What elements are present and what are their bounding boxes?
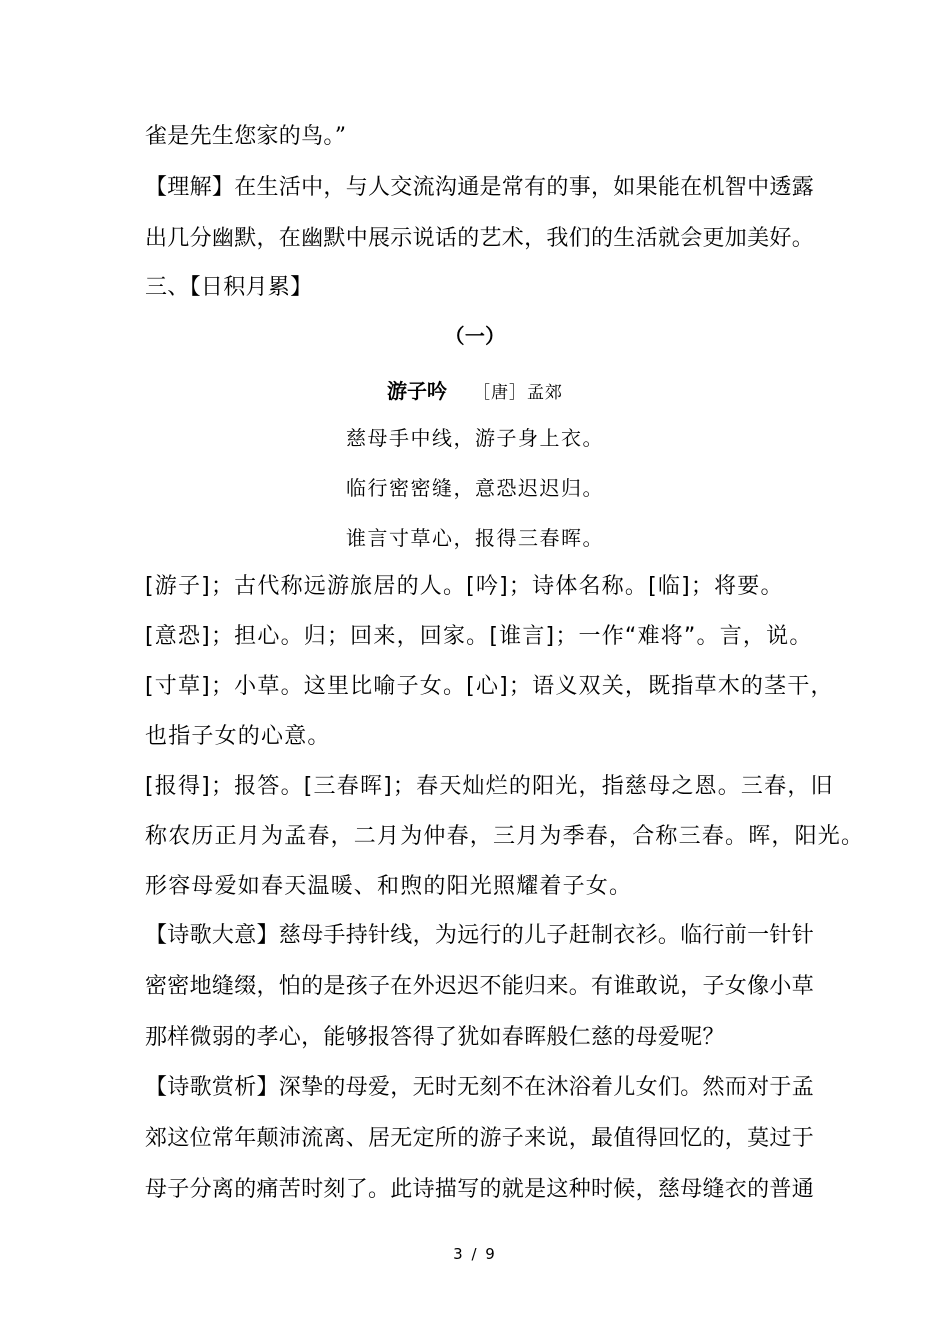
poem-author: ［唐］孟郊 (473, 383, 563, 403)
meaning-line: 那样微弱的孝心，能够报答得了犹如春晖般仁慈的母爱呢？ (145, 1025, 725, 1050)
note-line: [报得]；报答。[三春晖]；春天灿烂的阳光，指慈母之恩。三春，旧 (145, 774, 834, 799)
page-number: 3 / 9 (453, 1245, 497, 1263)
appreciation-line: 郊这位常年颠沛流离、居无定所的游子来说，最值得回忆的，莫过于 (145, 1126, 815, 1151)
note-line: [游子]；古代称远游旅居的人。[吟]；诗体名称。[临]；将要。 (145, 574, 784, 599)
poem-title: 游子吟 (387, 379, 447, 403)
text-line: 【理解】在生活中，与人交流沟通是常有的事，如果能在机智中透露 (145, 175, 815, 200)
note-line: 形容母爱如春天温暖、和煦的阳光照耀着子女。 (145, 874, 633, 899)
poem-line: 临行密密缝，意恐迟迟归。 (346, 476, 604, 500)
section-title: 三、【日积月累】 (145, 275, 313, 300)
note-line: 也指子女的心意。 (145, 724, 331, 749)
note-line: [意恐]；担心。归；回来，回家。[谁言]；一作“难将”。言，说。 (145, 624, 813, 649)
poem-line: 慈母手中线，游子身上衣。 (346, 426, 604, 450)
poem-title-line (0, 375, 950, 404)
section-heading: （一） (444, 324, 506, 348)
poem-line: 谁言寸草心，报得三春晖。 (346, 526, 604, 550)
meaning-line: 密密地缝缀，怕的是孩子在外迟迟不能归来。有谁敢说，子女像小草 (145, 974, 815, 999)
appreciation-line: 母子分离的痛苦时刻了。此诗描写的就是这种时候，慈母缝衣的普通 (145, 1177, 815, 1202)
note-line: 称农历正月为孟春，二月为仲春，三月为季春，合称三春。晖，阳光。 (145, 824, 865, 849)
text-line: 雀是先生您家的鸟。” (145, 124, 347, 149)
meaning-line: 【诗歌大意】慈母手持针线，为远行的儿子赶制衣衫。临行前一针针 (145, 923, 815, 948)
note-line: [寸草]；小草。这里比喻子女。[心]；语义双关，既指草木的茎干， (145, 674, 834, 699)
text-line: 出几分幽默，在幽默中展示说话的艺术，我们的生活就会更加美好。 (145, 226, 815, 251)
appreciation-line: 【诗歌赏析】深挚的母爱，无时无刻不在沐浴着儿女们。然而对于孟 (145, 1075, 815, 1100)
